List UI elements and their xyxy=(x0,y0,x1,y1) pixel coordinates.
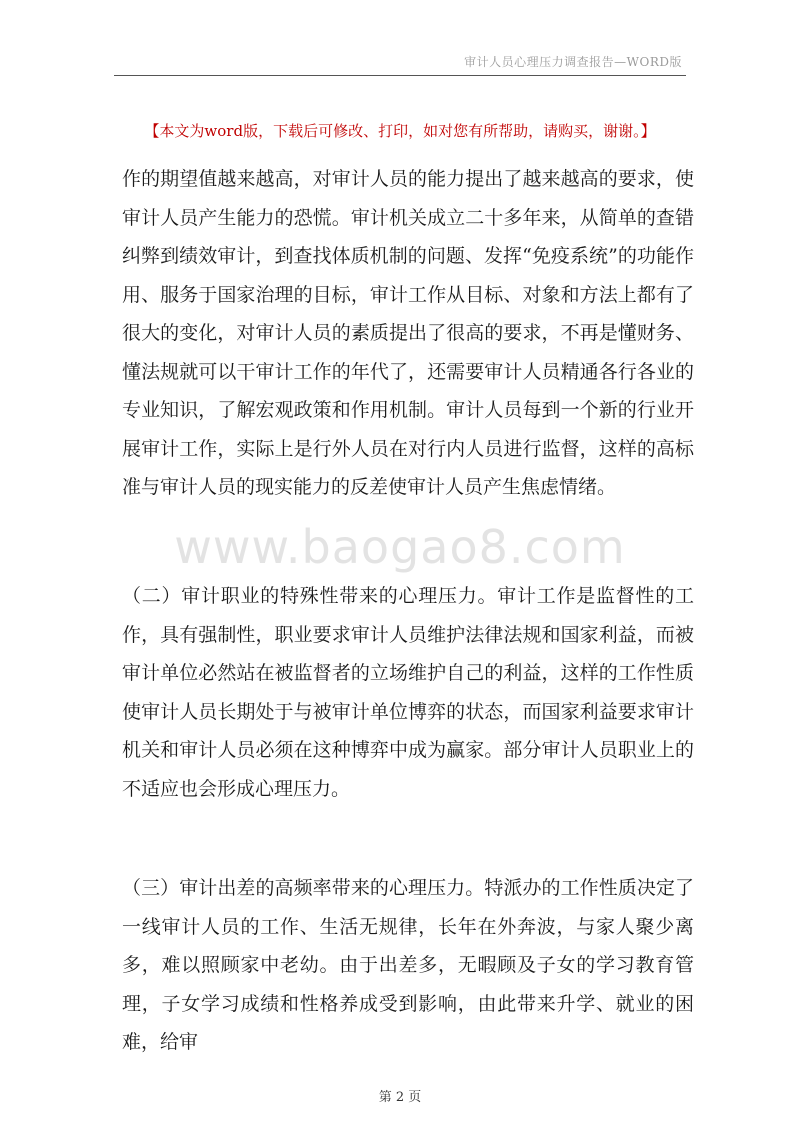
page-number: 第 2 页 xyxy=(378,1090,422,1105)
watermark-text: www.baogao8.com xyxy=(174,520,626,574)
paragraph-2: （二）审计职业的特殊性带来的心理压力。审计工作是监督性的工作，具有强制性，职业要求审计人员维护法律法规和国家利益，而被审计单位必然站在被监督者的立场维护自己的利益，这样的工作性质使审计人员长期处于与被审计单位博弈的状态，而国家利益要求审计机关和审计人员必须在这种博弈中成为赢家。部分审计人员职业上的不适应也会形成心理压力。 xyxy=(122,585,694,800)
paragraph-1: 作的期望值越来越高，对审计人员的能力提出了越来越高的要求，使审计人员产生能力的恐慌。审计机关成立二十多年来，从简单的查错纠弊到绩效审计，到查找体质机制的问题、发挥“免疫系统”的功能作用、服务于国家治理的目标，审计工作从目标、对象和方法上都有了很大的变化，对审计人员的素质提出了很高的要求，不再是懂财务、懂法规就可以干审计工作的年代了，还需要审计人员精通各行各业的专业知识，了解宏观政策和作用机制。审计人员每到一个新的行业开展审计工作，实际上是行外人员在对行内人员进行监督，这样的高标准与审计人员的现实能力的反差使审计人员产生焦虑情绪。 xyxy=(122,168,694,498)
paragraph-3: （三）审计出差的高频率带来的心理压力。特派办的工作性质决定了一线审计人员的工作、生活无规律，长年在外奔波，与家人聚少离多，难以照顾家中老幼。由于出差多，无暇顾及子女的学习教育管理，子女学习成绩和性格养成受到影响，由此带来升学、就业的困难，给审 xyxy=(122,877,694,1053)
header-divider xyxy=(114,75,686,76)
document-header-title: 审计人员心理压力调查报告—WORD版 xyxy=(464,55,682,69)
download-notice: 【本文为word版，下载后可修改、打印，如对您有所帮助，请购买，谢谢。】 xyxy=(144,122,656,140)
